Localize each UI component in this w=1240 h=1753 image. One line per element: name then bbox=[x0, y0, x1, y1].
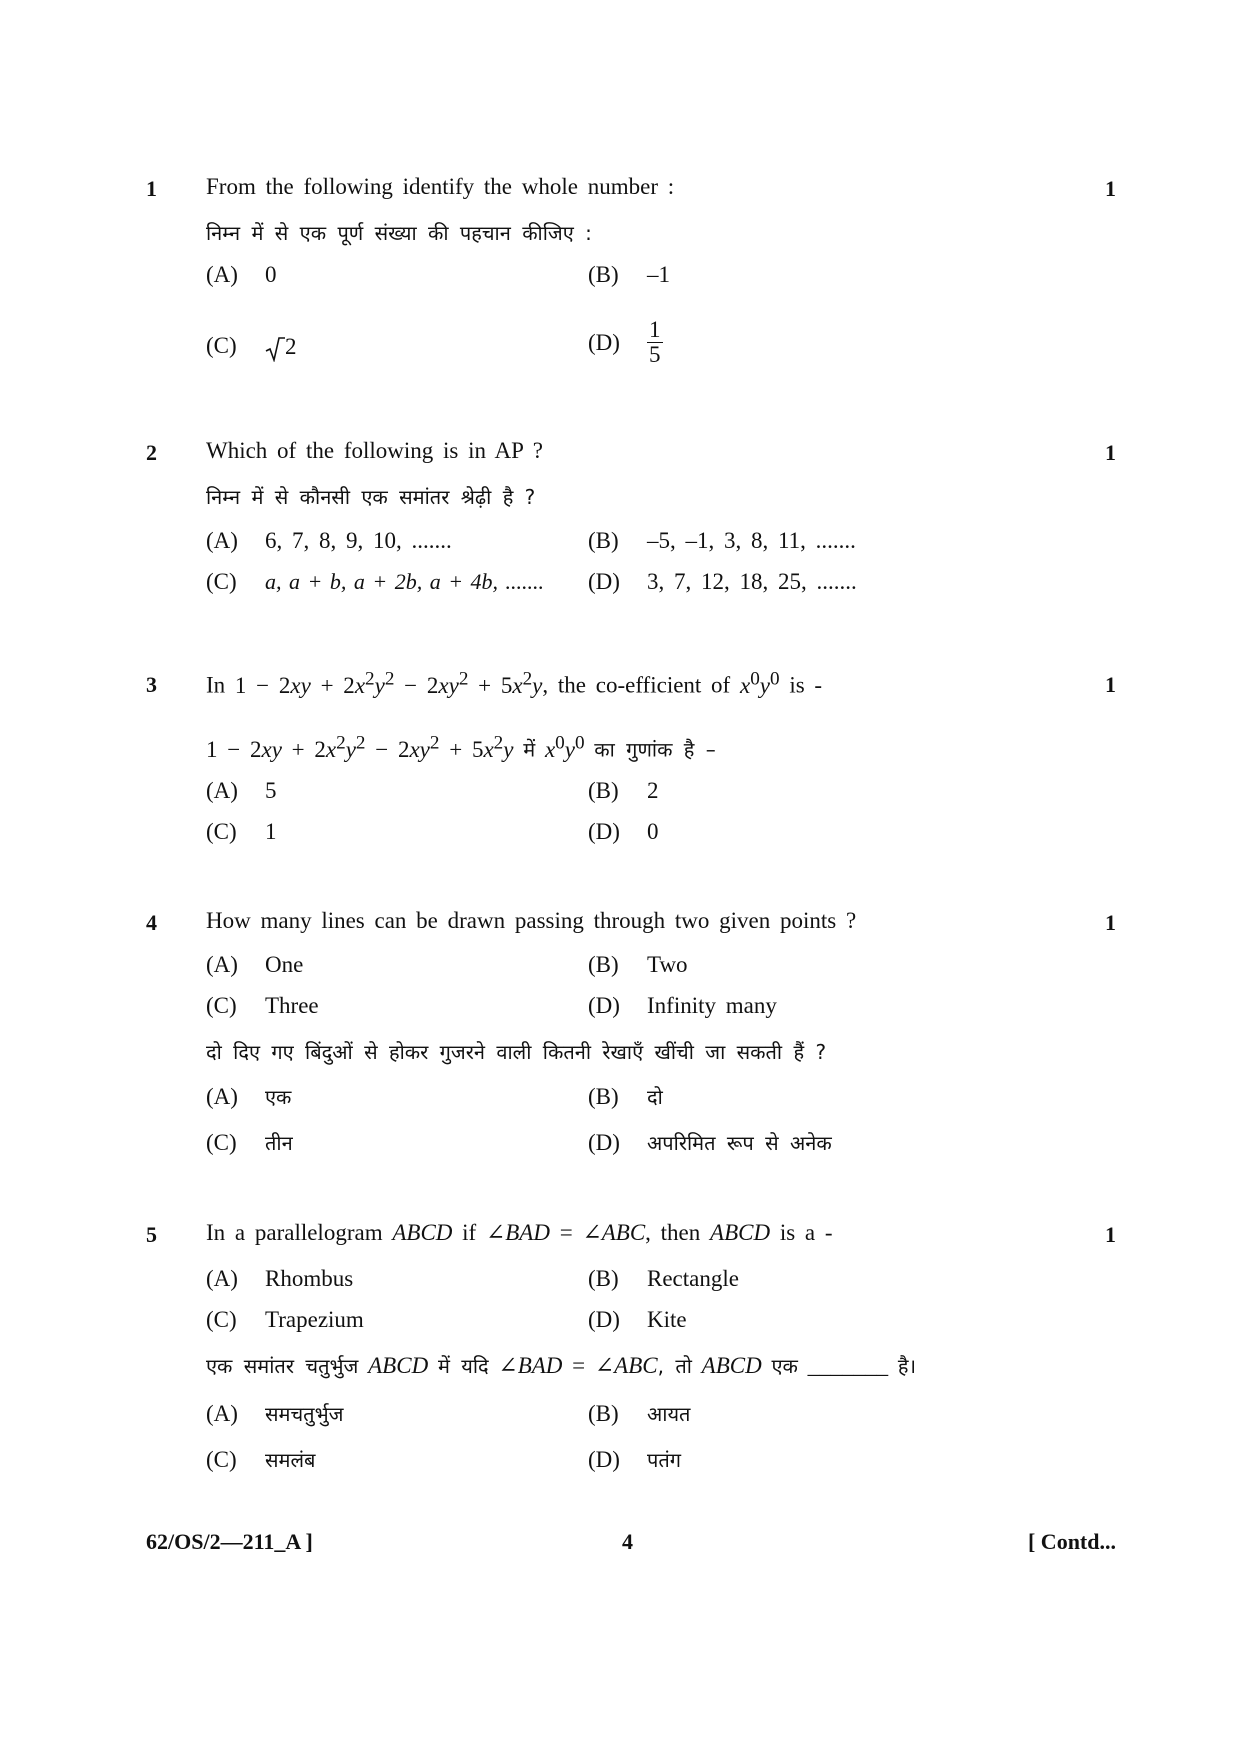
square-root-icon: 2 bbox=[265, 334, 297, 362]
fill-in-blank: _______ bbox=[807, 1353, 889, 1378]
question-5-option-d-en: (D) Kite bbox=[588, 1307, 687, 1332]
question-1-option-d: (D) $\frac{1}{5}$ bbox=[588, 317, 661, 368]
question-3-option-b: (B) 2 bbox=[588, 778, 659, 803]
question-5-option-c-hi: (C) समलंब bbox=[206, 1447, 316, 1472]
footer-contd: [ Contd... bbox=[1027, 1529, 1116, 1554]
question-3-text-hi: $1 - 2xy + 2x^2y^2 - 2xy^2 + 5x^2y$ में $x^0y^0$ का गुणांक है – bbox=[206, 732, 716, 762]
question-4-text-en: How many lines can be drawn passing through two given points ? bbox=[206, 908, 857, 933]
question-4-option-a-en: (A) One bbox=[206, 952, 304, 977]
question-2-option-c: (C) a, a + b, a + 2b, a + 4b, ....... bbox=[206, 569, 545, 594]
question-1-marks: 1 bbox=[1105, 176, 1116, 201]
question-5-number: 5 bbox=[146, 1222, 157, 1247]
question-3-number: 3 bbox=[146, 672, 157, 697]
question-4-option-a-hi: (A) एक bbox=[206, 1084, 292, 1109]
question-4-option-c-en: (C) Three bbox=[206, 993, 319, 1018]
question-2-option-b: (B) –5, –1, 3, 8, 11, ....... bbox=[588, 528, 856, 553]
question-5-option-c-en: (C) Trapezium bbox=[206, 1307, 364, 1332]
footer-page-number: 4 bbox=[622, 1529, 633, 1554]
question-5-text-hi: एक समांतर चतुर्भुज ABCD में यदि ∠BAD = ∠ABC, तो ABCD एक _______ है। bbox=[206, 1353, 917, 1378]
question-2-marks: 1 bbox=[1105, 440, 1116, 465]
question-5-option-a-hi: (A) समचतुर्भुज bbox=[206, 1401, 344, 1426]
polynomial-expression-hi: $1 - 2xy + 2x^2y^2 - 2xy^2 + 5x^2y$ bbox=[206, 732, 514, 762]
question-1-text-en: From the following identify the whole number : bbox=[206, 174, 675, 199]
polynomial-expression: $1 - 2xy + 2x^2y^2 - 2xy^2 + 5x^2y$ bbox=[234, 668, 543, 698]
question-1-option-b: (B) –1 bbox=[588, 262, 670, 287]
question-5-marks: 1 bbox=[1105, 1222, 1116, 1247]
question-2-option-d: (D) 3, 7, 12, 18, 25, ....... bbox=[588, 569, 857, 594]
question-2-text-hi: निम्न में से कौनसी एक समांतर श्रेढ़ी है ? bbox=[206, 485, 536, 509]
question-2-number: 2 bbox=[146, 440, 157, 465]
question-3-option-d: (D) 0 bbox=[588, 819, 659, 844]
question-4-number: 4 bbox=[146, 910, 157, 935]
question-3-option-a: (A) 5 bbox=[206, 778, 277, 803]
angle-equation-hi: ∠BAD = ∠ABC bbox=[498, 1353, 658, 1378]
question-5-option-a-en: (A) Rhombus bbox=[206, 1266, 354, 1291]
question-1-text-hi: निम्न में से एक पूर्ण संख्या की पहचान कीजिए : bbox=[206, 221, 592, 245]
question-2-option-a: (A) 6, 7, 8, 9, 10, ....... bbox=[206, 528, 452, 553]
question-3-marks: 1 bbox=[1105, 672, 1116, 697]
question-3-option-c: (C) 1 bbox=[206, 819, 277, 844]
question-3-text-en: In $1 - 2xy + 2x^2y^2 - 2xy^2 + 5x^2y$, the co-efficient of $x^0y^0$ is - bbox=[206, 668, 823, 698]
question-2-text-en: Which of the following is in AP ? bbox=[206, 438, 543, 463]
question-4-option-d-hi: (D) अपरिमित रूप से अनेक bbox=[588, 1130, 832, 1155]
question-1-option-c: (C) 2 bbox=[206, 333, 297, 362]
term-x0y0-hi: $x^0y^0$ bbox=[544, 732, 585, 762]
question-4-option-b-hi: (B) दो bbox=[588, 1084, 663, 1109]
question-4-option-b-en: (B) Two bbox=[588, 952, 688, 977]
question-4-text-hi: दो दिए गए बिंदुओं से होकर गुजरने वाली कितनी रेखाएँ खींची जा सकती हैं ? bbox=[206, 1040, 827, 1064]
question-5-option-b-en: (B) Rectangle bbox=[588, 1266, 739, 1291]
question-5-option-b-hi: (B) आयत bbox=[588, 1401, 691, 1426]
question-4-option-c-hi: (C) तीन bbox=[206, 1130, 293, 1155]
question-4-option-d-en: (D) Infinity many bbox=[588, 993, 777, 1018]
question-1-option-a: (A) 0 bbox=[206, 262, 277, 287]
fraction-one-fifth: $\frac{1}{5}$ bbox=[649, 317, 661, 368]
term-x0y0: $x^0y^0$ bbox=[739, 668, 780, 698]
footer-paper-code: 62/OS/2—211_A ] bbox=[146, 1529, 313, 1554]
angle-equation: ∠BAD = ∠ABC bbox=[485, 1220, 646, 1245]
question-1-number: 1 bbox=[146, 176, 157, 201]
question-4-marks: 1 bbox=[1105, 910, 1116, 935]
question-5-option-d-hi: (D) पतंग bbox=[588, 1447, 682, 1472]
question-5-text-en: In a parallelogram ABCD if ∠BAD = ∠ABC, then ABCD is a - bbox=[206, 1220, 833, 1245]
